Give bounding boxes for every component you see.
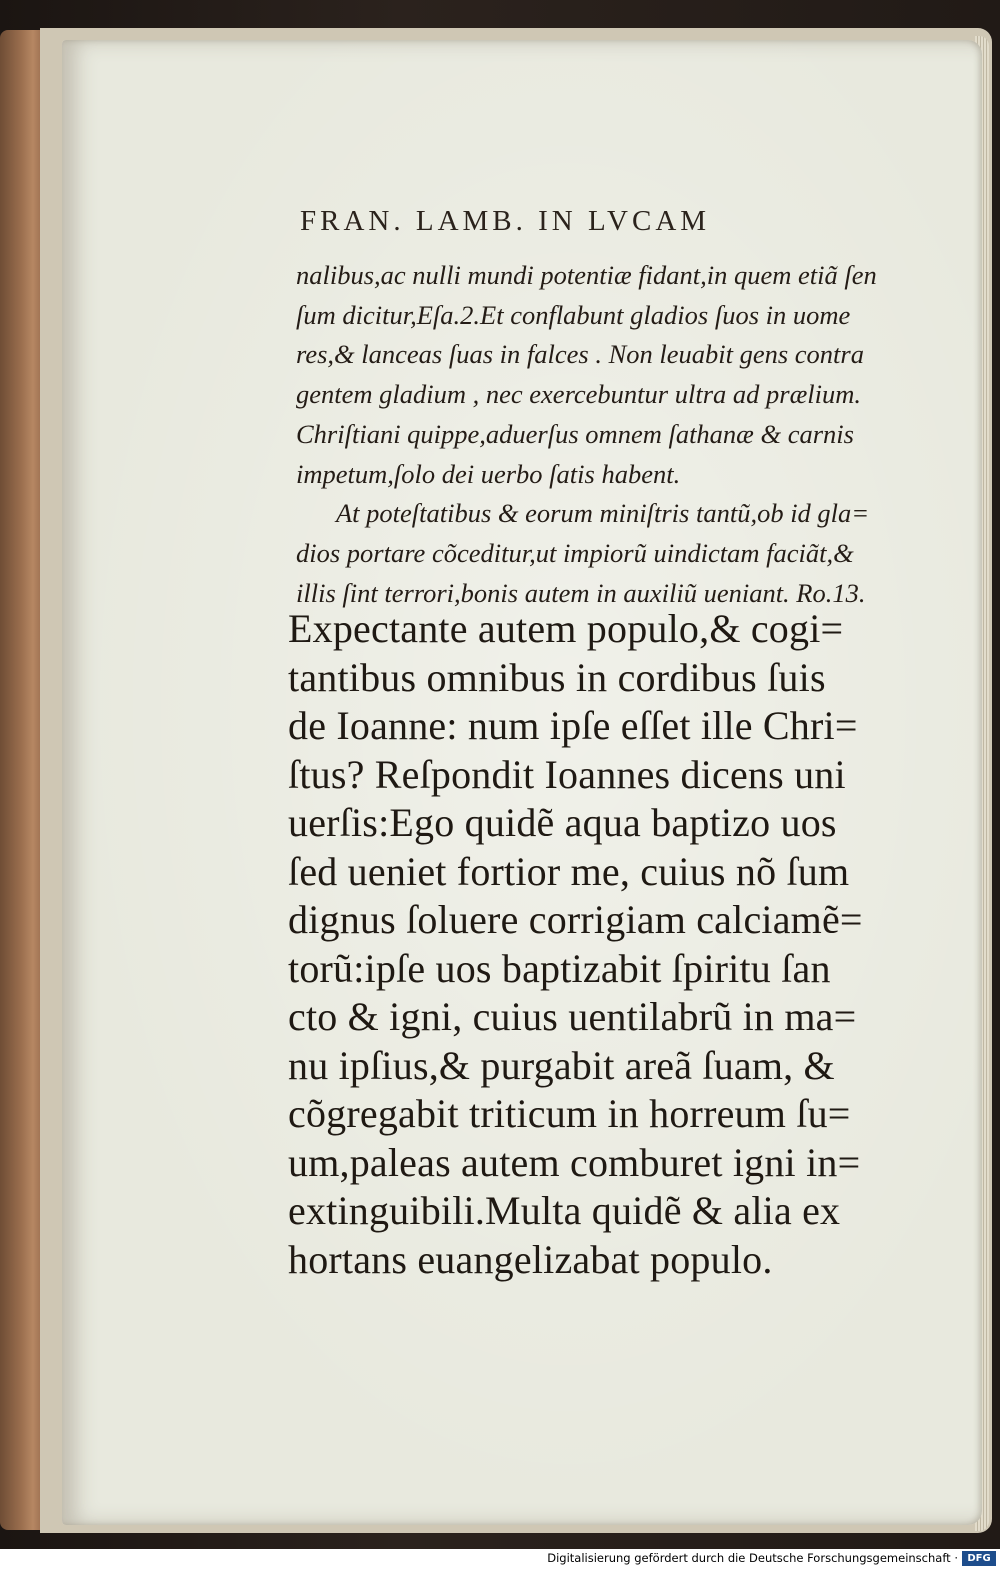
scripture-line: tantibus omnibus in cordibus ſuis [288,654,826,700]
commentary-line: gentem gladium , nec exercebuntur ultra ad prælium. [296,379,861,410]
commentary-line: dios portare cõceditur,ut impiorũ uindictam faciãt,& [296,537,854,568]
scripture-line: cto & igni, cuius uentilabrũ in ma= [288,994,857,1039]
scripture-text [288,605,948,1284]
funding-credit: Digitalisierung gefördert durch die Deutsche Forschungsgemeinschaft · [547,1551,958,1565]
scripture-line: torũ:ipſe uos baptizabit ſpiritu ſan [288,945,831,991]
commentary-line: ſum dicitur,Eſa.2.Et conflabunt gladios ſuos in uome [296,299,851,330]
scripture-line: hortans euangelizabat populo. [288,1236,773,1282]
commentary-line: At poteſtatibus & eorum miniſtris tantũ,ob id gla= [336,498,870,529]
commentary-line: illis ſint terrori,bonis autem in auxiliũ ueniant. Ro.13. [296,577,866,608]
commentary-text [296,256,946,613]
scripture-line: nu ipſius,& purgabit areã ſuam, & [288,1042,835,1088]
scripture-line: Expectante autem populo,& cogi= [288,606,844,651]
dfg-logo-icon: DFG [962,1551,996,1566]
running-head: FRAN. LAMB. IN LVCAM [300,205,711,237]
commentary-line: res,& lanceas ſuas in falces . Non leuabit gens contra [296,339,864,370]
commentary-line: impetum,ſolo dei uerbo ſatis habent. [296,458,681,489]
scripture-line: um,paleas autem comburet igni in= [288,1139,861,1185]
scripture-line: ſtus? Reſpondit Ioannes dicens uni [288,751,846,797]
commentary-line: nalibus,ac nulli mundi potentiæ fidant,in quem etiã ſen [296,260,877,290]
scripture-line: de Ioanne: num ipſe eſſet ille Chri= [288,703,858,748]
scripture-line: extinguibili.Multa quidẽ & alia ex [288,1188,841,1233]
scripture-line: ſed ueniet fortior me, cuius nõ ſum [288,848,850,894]
commentary-line: Chriſtiani quippe,aduerſus omnem ſathanæ & carnis [296,418,854,449]
scripture-line: cõgregabit triticum in horreum ſu= [288,1091,851,1136]
scripture-line: uerſis:Ego quidẽ aqua baptizo uos [288,800,837,845]
scripture-line: dignus ſoluere corrigiam calciamẽ= [288,897,863,942]
